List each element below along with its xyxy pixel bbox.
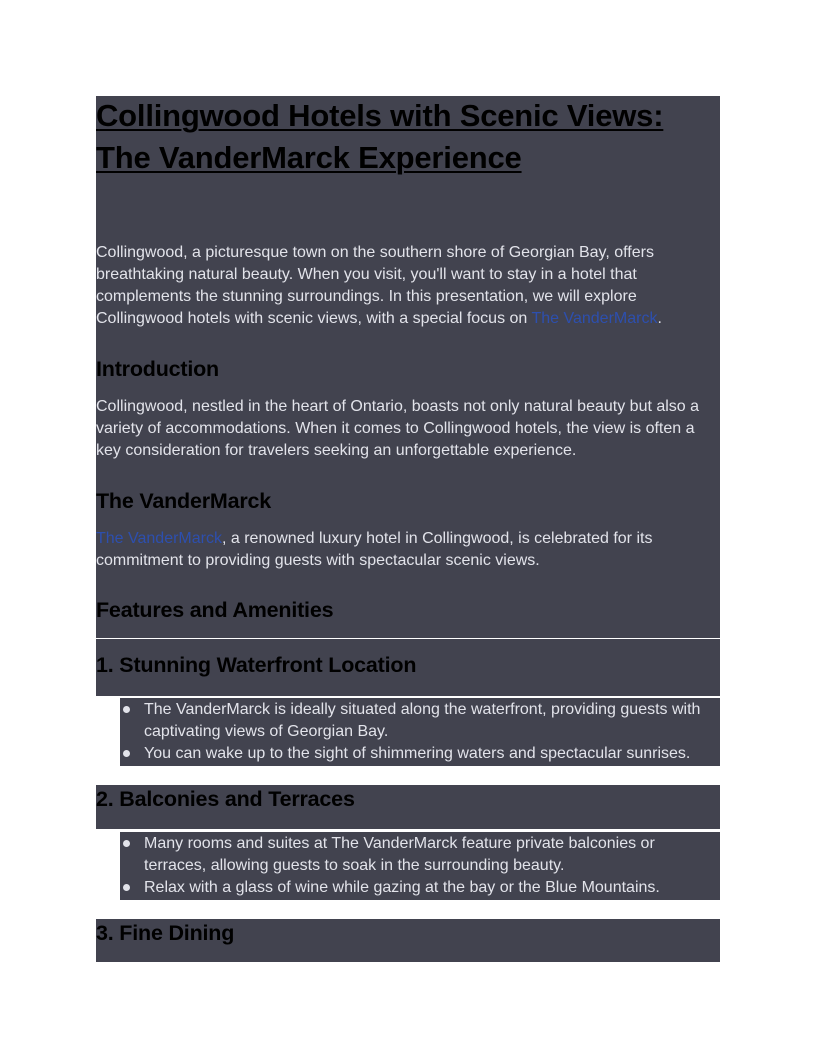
intro-text-end: . [657, 310, 662, 327]
bullet-icon [123, 706, 130, 713]
list-item [120, 833, 710, 877]
intro-text: Collingwood, a picturesque town on the southern shore of Georgian Bay, offers breathtaking natural beauty. When you visit, you'll want to stay in a hotel that complements the stunning surroundings. In this presentation, we will explore Collingwood hotels with scenic views, with a special focus on [96, 244, 654, 327]
section-2-heading: 2. Balconies and Terraces [96, 787, 355, 811]
list-item [120, 699, 710, 743]
vandermarck-paragraph [96, 528, 720, 572]
section-3-heading: 3. Fine Dining [96, 921, 235, 945]
list-item [120, 743, 710, 765]
section-1-heading: 1. Stunning Waterfront Location [96, 653, 417, 677]
features-heading: Features and Amenities [96, 598, 334, 622]
vandermarck-link[interactable]: The VanderMarck [531, 310, 658, 327]
list-item-text: You can wake up to the sight of shimmering waters and spectacular sunrises. [144, 745, 691, 762]
vandermarck-link[interactable]: The VanderMarck [96, 530, 222, 547]
introduction-paragraph: Collingwood, nestled in the heart of Ontario, boasts not only natural beauty but also a variety of accommodations. When it comes to Collingwood hotels, the view is often a key consideration for travelers seeking an unforgettable experience. [96, 398, 700, 459]
page-title: Collingwood Hotels with Scenic Views: The VanderMarck Experience [96, 98, 664, 175]
section-1-list [120, 699, 710, 765]
introduction-heading: Introduction [96, 357, 219, 381]
vandermarck-heading: The VanderMarck [96, 489, 272, 513]
list-item-text: Many rooms and suites at The VanderMarck feature private balconies or terraces, allowing guests to soak in the surrounding beauty. [144, 835, 655, 874]
list-item-text: Relax with a glass of wine while gazing at the bay or the Blue Mountains. [144, 879, 660, 896]
vandermarck-text: , a renowned luxury hotel in Collingwood, is celebrated for its commitment to providing guests with spectacular scenic views. [96, 530, 653, 569]
bullet-icon [123, 840, 130, 847]
bullet-icon [123, 750, 130, 757]
intro-paragraph [96, 242, 720, 330]
bullet-icon [123, 884, 130, 891]
list-item [120, 877, 710, 899]
list-item-text: The VanderMarck is ideally situated along the waterfront, providing guests with captivating views of Georgian Bay. [144, 701, 701, 740]
section-2-list [120, 833, 710, 899]
